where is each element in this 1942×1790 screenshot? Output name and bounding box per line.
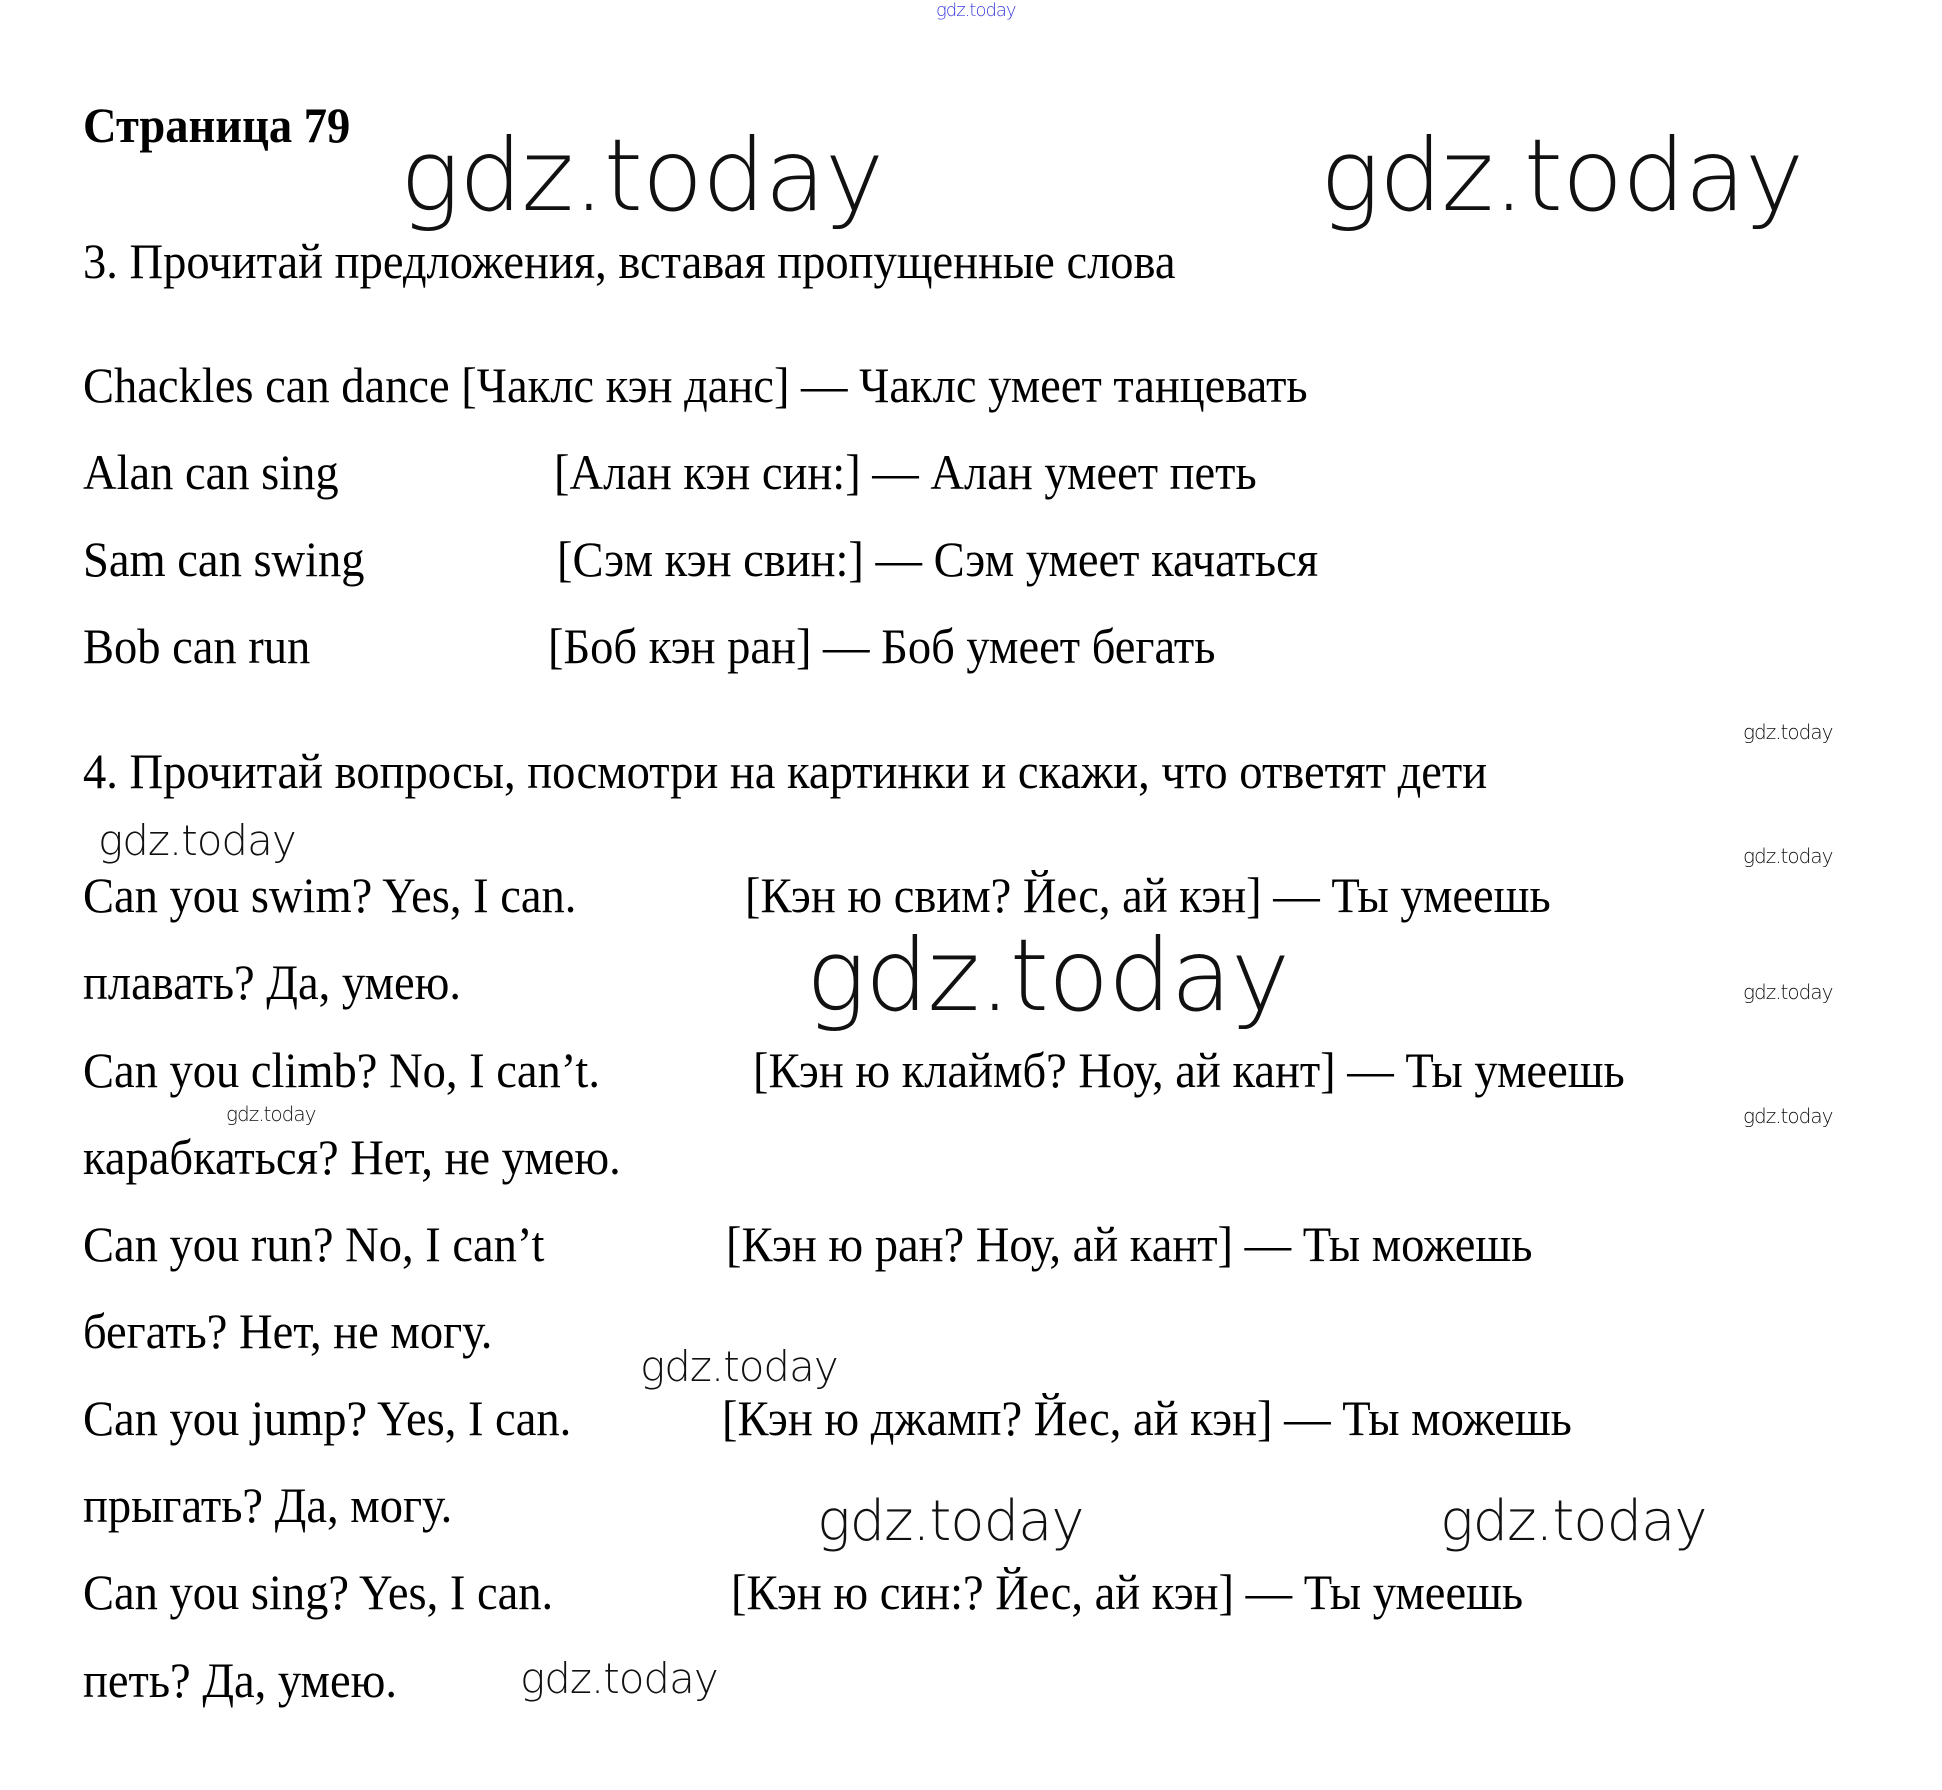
- exercise-3-line-en: Alan can sing: [83, 444, 339, 500]
- exercise-3-line-en: Sam can swing: [83, 531, 365, 587]
- exercise-3-line-tr: [Сэм кэн свин:] — Сэм умеет качаться: [557, 531, 1319, 587]
- exercise-3-line: [83, 357, 1308, 413]
- exercise-4-translation: [Кэн ю син:? Йес, ай кэн] — Ты умеешь: [731, 1564, 1524, 1620]
- watermark-top: gdz.today: [936, 0, 1016, 21]
- exercise-3-line-tr: [Боб кэн ран] — Боб умеет бегать: [548, 618, 1216, 674]
- watermark: gdz.today: [1440, 1489, 1707, 1554]
- exercise-4-question: Can you climb? No, I can’t.: [83, 1042, 600, 1098]
- watermark: gdz.today: [1743, 980, 1833, 1004]
- exercise-3-line-en: Bob can run: [83, 618, 311, 674]
- exercise-4-continuation: прыгать? Да, могу.: [83, 1477, 453, 1533]
- exercise-4-heading: 4. Прочитай вопросы, посмотри на картинки и скажи, что ответят дети: [83, 743, 1488, 799]
- english-phrase: Chackles can dance: [83, 357, 450, 413]
- exercise-4-continuation: петь? Да, умею.: [83, 1652, 397, 1708]
- exercise-4-question: Can you sing? Yes, I can.: [83, 1564, 554, 1620]
- exercise-4-question: Can you run? No, I can’t: [83, 1216, 545, 1272]
- exercise-4-question: Can you swim? Yes, I can.: [83, 867, 577, 923]
- watermark: gdz.today: [1320, 117, 1804, 234]
- watermark: gdz.today: [1743, 720, 1833, 744]
- exercise-4-translation: [Кэн ю ран? Ноу, ай кант] — Ты можешь: [726, 1216, 1533, 1272]
- exercise-3-line-tr: [Алан кэн син:] — Алан умеет петь: [554, 444, 1257, 500]
- watermark: gdz.today: [817, 1489, 1084, 1554]
- exercise-4-continuation: бегать? Нет, не могу.: [83, 1303, 493, 1359]
- exercise-4-translation: [Кэн ю клаймб? Ноу, ай кант] — Ты умеешь: [753, 1042, 1625, 1098]
- transcription-translation: [Чаклс кэн данс] — Чаклс умеет танцевать: [461, 357, 1308, 413]
- watermark: gdz.today: [400, 117, 884, 234]
- page-title: Страница 79: [83, 97, 351, 153]
- exercise-4-continuation: плавать? Да, умею.: [83, 954, 461, 1010]
- watermark: gdz.today: [98, 816, 296, 865]
- exercise-4-question: Can you jump? Yes, I can.: [83, 1390, 572, 1446]
- exercise-3-heading: 3. Прочитай предложения, вставая пропущенные слова: [83, 233, 1176, 289]
- watermark: gdz.today: [806, 917, 1290, 1034]
- watermark: gdz.today: [226, 1102, 316, 1126]
- exercise-4-translation: [Кэн ю свим? Йес, ай кэн] — Ты умеешь: [745, 867, 1551, 923]
- exercise-4-continuation: карабкаться? Нет, не умею.: [83, 1129, 621, 1185]
- watermark: gdz.today: [640, 1342, 838, 1391]
- watermark: gdz.today: [520, 1654, 718, 1703]
- watermark: gdz.today: [1743, 844, 1833, 868]
- watermark: gdz.today: [1743, 1104, 1833, 1128]
- exercise-4-translation: [Кэн ю джамп? Йес, ай кэн] — Ты можешь: [722, 1390, 1572, 1446]
